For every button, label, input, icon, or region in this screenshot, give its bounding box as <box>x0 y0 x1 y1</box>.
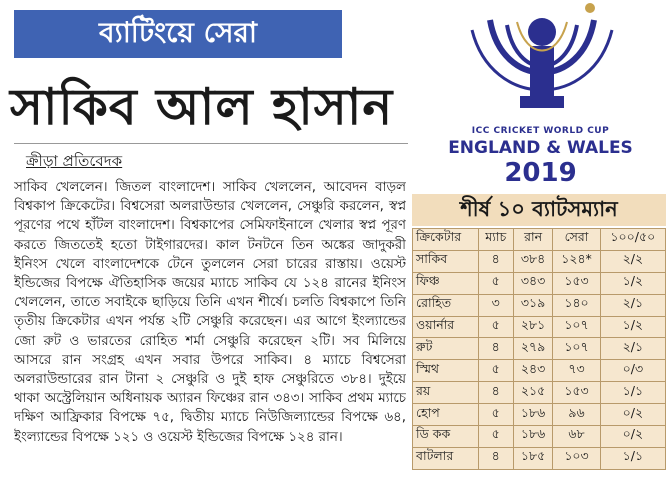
col-header: ম্যাচ <box>478 229 513 251</box>
table-row <box>413 382 666 404</box>
col-header: সেরা <box>553 229 600 251</box>
table-cell: ৪ <box>478 382 513 404</box>
table-cell: ১৫৩ <box>553 272 600 294</box>
world-cup-logo <box>412 0 669 194</box>
table-cell: বাটলার <box>413 447 479 469</box>
col-header: ১০০/৫০ <box>600 229 665 251</box>
table-cell: ৪ <box>478 447 513 469</box>
col-header: ক্রিকেটার <box>413 229 479 251</box>
table-row <box>413 294 666 316</box>
table-row <box>413 426 666 448</box>
table-cell: ১৪০ <box>553 294 600 316</box>
table-row <box>413 360 666 382</box>
table-cell: ৩১৯ <box>513 294 553 316</box>
table-row <box>413 404 666 426</box>
table-cell: ৭৩ <box>553 360 600 382</box>
section-kicker: ব্যাটিংয়ে সেরা <box>14 10 342 58</box>
table-cell: ২১৫ <box>513 382 553 404</box>
table-cell: ২/১ <box>600 294 665 316</box>
table-cell: ১/১ <box>600 382 665 404</box>
table-cell: ৫ <box>478 272 513 294</box>
table-cell: ৫ <box>478 360 513 382</box>
table-cell: রয় <box>413 382 479 404</box>
table-cell: ১০৩ <box>553 447 600 469</box>
table-cell: ০/২ <box>600 426 665 448</box>
table-cell: ২/১ <box>600 338 665 360</box>
table-cell: ১৮৬ <box>513 404 553 426</box>
headline: সাকিব আল হাসান <box>10 78 394 136</box>
byline: ক্রীড়া প্রতিবেদক <box>26 152 123 170</box>
col-header: রান <box>513 229 553 251</box>
trophy-icon <box>412 0 669 130</box>
logo-line-1: ICC CRICKET WORLD CUP <box>471 126 610 136</box>
table-cell: ২৭৯ <box>513 338 553 360</box>
table-cell: ৩ <box>478 294 513 316</box>
table-cell: ০/৩ <box>600 360 665 382</box>
table-cell: ৩৮৪ <box>513 250 553 272</box>
table-row <box>413 316 666 338</box>
divider <box>14 143 408 144</box>
table-cell: ফিঞ্চ <box>413 272 479 294</box>
logo-line-3: 2019 <box>504 158 577 188</box>
table-cell: ডি কক <box>413 426 479 448</box>
table-cell: স্মিথ <box>413 360 479 382</box>
table-row <box>413 272 666 294</box>
table-cell: ১২৪* <box>553 250 600 272</box>
table-cell: ১৮৫ <box>513 447 553 469</box>
table-cell: ২৪৩ <box>513 360 553 382</box>
table-title: শীর্ষ ১০ ব্যাটসম্যান <box>412 194 666 226</box>
table-header-row <box>413 229 666 251</box>
table-cell: ১/১ <box>600 447 665 469</box>
table-cell: ১০৭ <box>553 338 600 360</box>
logo-line-2: ENGLAND & WALES <box>448 138 633 158</box>
table-cell: ১/২ <box>600 316 665 338</box>
table-cell: ৫ <box>478 404 513 426</box>
table-cell: ৪ <box>478 250 513 272</box>
table-cell: ৯৬ <box>553 404 600 426</box>
table-row <box>413 250 666 272</box>
table-row <box>413 338 666 360</box>
top-batsmen-table <box>412 228 666 470</box>
table-cell: ৫ <box>478 426 513 448</box>
table-cell: হোপ <box>413 404 479 426</box>
table-cell: ১৫৩ <box>553 382 600 404</box>
table-cell: ০/২ <box>600 404 665 426</box>
table-cell: ২৮১ <box>513 316 553 338</box>
table-cell: ওয়ার্নার <box>413 316 479 338</box>
table-cell: ৬৮ <box>553 426 600 448</box>
table-cell: ১০৭ <box>553 316 600 338</box>
table-cell: ২/২ <box>600 250 665 272</box>
table-cell: ৩৪৩ <box>513 272 553 294</box>
article-body: সাকিব খেললেন। জিতল বাংলাদেশ। সাকিব খেললেন, আবেদন বাড়ল বিশ্বকাপ ক্রিকেটের। বিশ্বসেরা অলরাউন্ডার খেললেন, সেঞ্চুরি করলেন, স্বপ্ন পূরণের পথে হাঁটল বাংলাদেশ। বিশ্বকাপের সেমিফাইনালে খেলার স্বপ্ন পূরণ করতে জিততেই হতো টাইগারদের। কাল টনটনে তিন অঙ্কের জাদুকরী ইনিংস খেলে বাংলাদেশকে টেনে তুললেন সেরা চারের রাস্তায়। ওয়েস্ট ইন্ডিজের বিপক্ষে ঐতিহাসিক জয়ের ম্যাচে সাকিব যে ১২৪ রানের ইনিংস খেললেন, তাতে সবাইকে ছাড়িয়ে তিনি এখন শীর্ষে। চলতি বিশ্বকাপে তিনি তৃতীয় ক্রিকেটার এখন পর্যন্ত ২টি সেঞ্চুরি করেছেন। এর আগে ইংল্যান্ডের জো রুট ও ভারতের রোহিত শর্মা সেঞ্চুরি করেছেন ২টি। সব মিলিয়ে আসরে রান সংগ্রহ এখন সবার উপরে সাকিব। ৪ ম্যাচে বিশ্বসেরা অলরাউন্ডারের রান টানা ২ সেঞ্চুরি ও দুই হাফ সেঞ্চুরিতে ৩৮৪। দুইয়ে থাকা অস্ট্রেলিয়ান অধিনায়ক অ্যারন ফিঞ্চের রান ৩৪৩। সাকিব প্রথম ম্যাচে দক্ষিণ আফ্রিকার বিপক্ষে ৭৫, দ্বিতীয় ম্যাচে নিউজিল্যান্ডের বিপক্ষে ৬৪, ইংল্যান্ডের বিপক্ষে ১২১ ও ওয়েস্ট ইন্ডিজের বিপক্ষে ১২৪ রান। <box>14 180 406 445</box>
table-cell: সাকিব <box>413 250 479 272</box>
table-cell: ৪ <box>478 338 513 360</box>
table-row <box>413 447 666 469</box>
table-cell: রুট <box>413 338 479 360</box>
table-cell: ১/২ <box>600 272 665 294</box>
table-cell: ১৮৬ <box>513 426 553 448</box>
table-cell: ৫ <box>478 316 513 338</box>
table-cell: রোহিত <box>413 294 479 316</box>
